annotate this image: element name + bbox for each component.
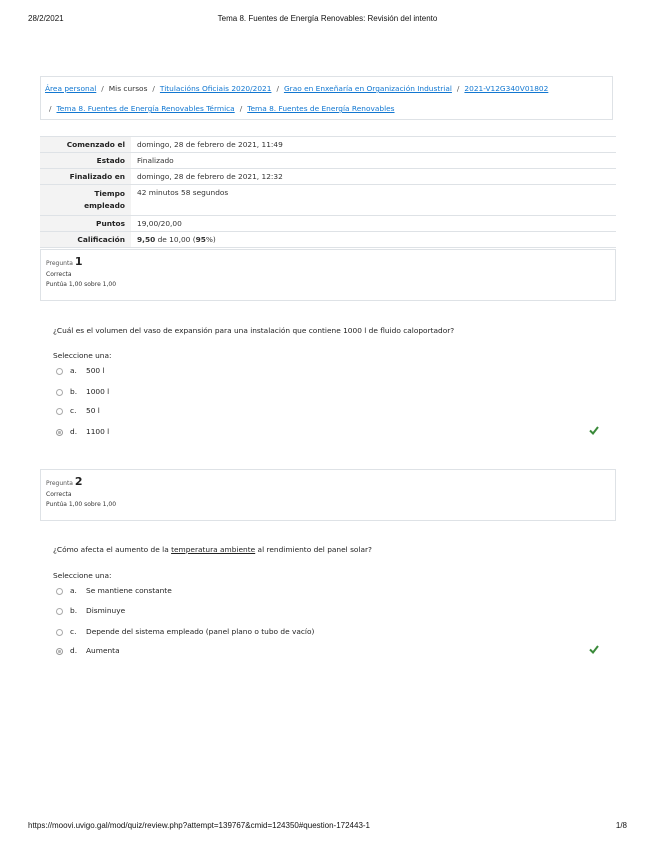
print-footer	[28, 821, 627, 833]
radio-button-selected[interactable]	[56, 648, 63, 655]
option-letter: d.	[70, 646, 78, 655]
summary-row-state	[40, 153, 616, 169]
breadcrumb-course-code[interactable]: 2021-V12G340V01802	[464, 84, 549, 93]
breadcrumb-separator: /	[152, 84, 155, 93]
breadcrumb-separator: /	[101, 84, 104, 93]
grade-end: %)	[205, 235, 216, 244]
summary-label: Calificación	[40, 232, 131, 247]
radio-button-selected[interactable]	[56, 429, 63, 436]
option-2c[interactable]	[56, 627, 596, 639]
option-2b[interactable]	[56, 606, 596, 618]
summary-row-points	[40, 216, 616, 232]
question-number: 1	[74, 255, 83, 268]
summary-label: Finalizado en	[40, 169, 131, 184]
grade-mid: de 10,00 (	[155, 235, 196, 244]
attempt-summary-table	[40, 136, 616, 248]
select-prompt-2: Seleccione una:	[53, 571, 112, 580]
summary-label-line: Tiempo	[94, 189, 125, 198]
grade-percent: 95	[195, 235, 206, 244]
question-text-1: ¿Cuál es el volumen del vaso de expansión para una instalación que contiene 1000 l de fluido caloportador?	[53, 326, 455, 335]
option-letter: c.	[70, 627, 77, 636]
summary-value: Finalizado	[137, 156, 174, 165]
question-text-part: ¿Cómo afecta el aumento de la	[53, 545, 172, 554]
print-date: 28/2/2021	[28, 14, 64, 23]
option-2d[interactable]	[56, 646, 596, 658]
breadcrumb-area-personal[interactable]: Área personal	[45, 84, 97, 93]
question-text-part: al rendimiento del panel solar?	[255, 545, 372, 554]
glossary-link-temperatura[interactable]: temperatura ambiente	[171, 545, 256, 554]
radio-button[interactable]	[56, 629, 63, 636]
summary-row-finished	[40, 169, 616, 185]
summary-value: domingo, 28 de febrero de 2021, 12:32	[137, 172, 283, 181]
option-1a[interactable]	[56, 366, 596, 378]
breadcrumb-grao[interactable]: Grao en Enxeñaría en Organización Industrial	[283, 84, 452, 93]
radio-button[interactable]	[56, 389, 63, 396]
summary-label: Comenzado el	[40, 137, 131, 152]
print-title: Tema 8. Fuentes de Energía Renovables: Revisión del intento	[217, 14, 438, 23]
breadcrumb-separator: /	[456, 84, 460, 93]
summary-label-line: empleado	[84, 201, 125, 210]
option-text: 1000 l	[86, 387, 110, 396]
question-status: Correcta	[46, 491, 72, 498]
correct-check-icon	[589, 425, 599, 435]
radio-button[interactable]	[56, 408, 63, 415]
option-text: 500 l	[86, 366, 105, 375]
radio-button[interactable]	[56, 588, 63, 595]
option-text: Disminuye	[86, 606, 126, 615]
summary-label	[40, 185, 131, 215]
option-text: 1100 l	[86, 427, 110, 436]
question-status: Correcta	[46, 271, 72, 278]
option-1d[interactable]	[56, 427, 596, 439]
option-text: Depende del sistema empleado (panel plano o tubo de vacío)	[86, 627, 315, 636]
radio-button[interactable]	[56, 608, 63, 615]
correct-check-icon	[589, 644, 599, 654]
summary-value: domingo, 28 de febrero de 2021, 11:49	[137, 140, 283, 149]
print-url: https://moovi.uvigo.gal/mod/quiz/review.php?attempt=139767&cmid=124350#question-172443-1	[28, 821, 371, 830]
summary-value	[131, 232, 616, 247]
question-info-2	[40, 469, 616, 521]
select-prompt-1: Seleccione una:	[53, 351, 112, 360]
summary-label: Estado	[40, 153, 131, 168]
breadcrumb-separator: /	[239, 104, 243, 113]
option-text: 50 l	[86, 406, 100, 415]
question-score: Puntúa 1,00 sobre 1,00	[46, 281, 117, 288]
breadcrumb-separator: /	[276, 84, 279, 93]
option-letter: a.	[70, 586, 77, 595]
breadcrumb-mis-cursos: Mis cursos	[108, 84, 148, 93]
option-1b[interactable]	[56, 387, 596, 399]
pregunta-label: Pregunta	[46, 260, 73, 267]
print-page-number: 1/8	[615, 821, 627, 830]
option-letter: c.	[70, 406, 77, 415]
summary-label: Puntos	[40, 216, 131, 231]
summary-value: 42 minutos 58 segundos	[137, 188, 229, 197]
summary-row-started	[40, 137, 616, 153]
option-letter: a.	[70, 366, 77, 375]
question-score: Puntúa 1,00 sobre 1,00	[46, 501, 117, 508]
option-1c[interactable]	[56, 406, 596, 418]
breadcrumb	[40, 76, 613, 120]
breadcrumb-titulacions[interactable]: Titulacións Oficiais 2020/2021	[159, 84, 272, 93]
option-letter: b.	[70, 606, 78, 615]
summary-value: 19,00/20,00	[137, 219, 182, 228]
question-number: 2	[74, 475, 83, 488]
pregunta-label: Pregunta	[46, 480, 73, 487]
option-text: Aumenta	[86, 646, 120, 655]
summary-row-time	[40, 185, 616, 216]
radio-button[interactable]	[56, 368, 63, 375]
option-2a[interactable]	[56, 586, 596, 598]
option-letter: d.	[70, 427, 78, 436]
question-info-1	[40, 249, 616, 301]
question-text-2	[53, 545, 372, 554]
print-header	[28, 14, 627, 26]
grade-score: 9,50	[137, 235, 156, 244]
breadcrumb-tema[interactable]: Tema 8. Fuentes de Energía Renovables	[247, 104, 395, 113]
breadcrumb-tema-termica[interactable]: Tema 8. Fuentes de Energía Renovables Térmica	[56, 104, 235, 113]
breadcrumb-separator: /	[49, 104, 52, 113]
option-letter: b.	[70, 387, 78, 396]
summary-row-grade	[40, 232, 616, 248]
option-text: Se mantiene constante	[86, 586, 172, 595]
